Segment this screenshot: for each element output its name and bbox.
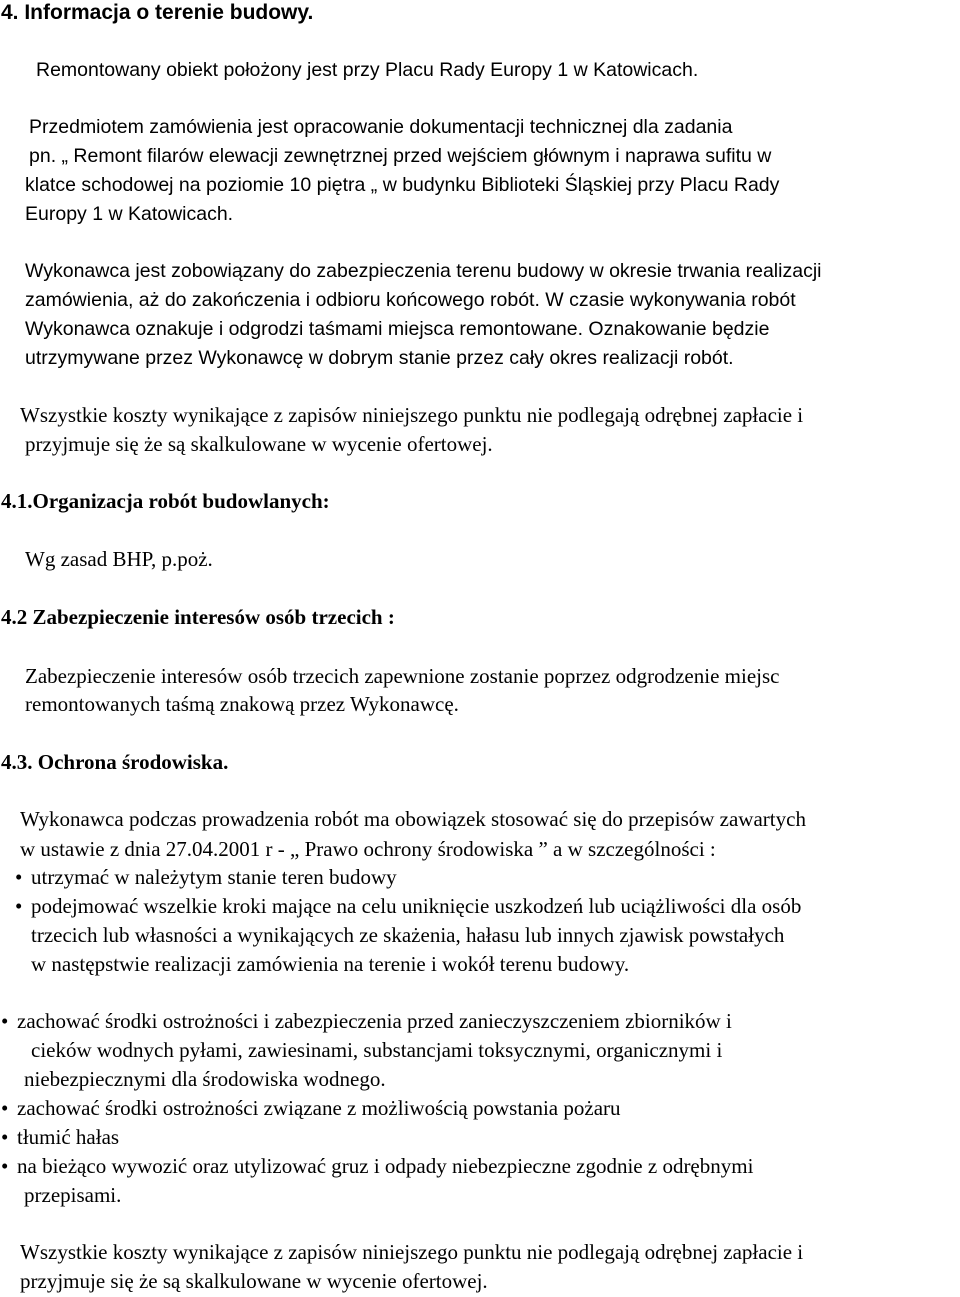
section-heading-4: 4. Informacja o terenie budowy.	[1, 1, 314, 24]
bullet-icon: •	[1, 1096, 9, 1120]
paragraph-environment-intro-line-1: Wykonawca podczas prowadzenia robót ma obowiązek stosować się do przepisów zawartych	[20, 807, 806, 831]
paragraph-subject-line-1: Przedmiotem zamówienia jest opracowanie dokumentacji technicznej dla zadania	[29, 116, 733, 138]
list-item: • tłumić hałas	[1, 1125, 120, 1149]
section-heading-4-3: 4.3. Ochrona środowiska.	[1, 750, 229, 774]
paragraph-third-parties-line-2: remontowanych taśmą znakową przez Wykonawcę.	[25, 692, 459, 716]
list-item: • podejmować wszelkie kroki mające na celu uniknięcie uszkodzeń lub uciążliwości dla osób	[15, 894, 802, 918]
paragraph-closing-costs-line-2: przyjmuje się że są skalkulowane w wycenie ofertowej.	[20, 1269, 488, 1293]
list-item-continuation: trzecich lub własności a wynikających ze skażenia, hałasu lub innych zjawisk powstałych	[31, 923, 785, 947]
paragraph-bhp: Wg zasad BHP, p.poż.	[25, 547, 213, 571]
list-item: • na bieżąco wywozić oraz utylizować gruz i odpady niebezpieczne zgodnie z odrębnymi	[1, 1154, 754, 1178]
list-item-continuation: cieków wodnych pyłami, zawiesinami, substancjami toksycznymi, organicznymi i	[31, 1038, 723, 1062]
paragraph-costs-line-2: przyjmuje się że są skalkulowane w wycenie ofertowej.	[25, 432, 493, 456]
list-item: • zachować środki ostrożności związane z możliwością powstania pożaru	[1, 1096, 621, 1120]
bullet-icon: •	[15, 894, 23, 918]
paragraph-subject-line-2: pn. „ Remont filarów elewacji zewnętrznej przed wejściem głównym i naprawa sufitu w	[29, 145, 772, 167]
paragraph-contractor-line-4: utrzymywane przez Wykonawcę w dobrym stanie przez cały okres realizacji robót.	[25, 347, 734, 369]
paragraph-costs-line-1: Wszystkie koszty wynikające z zapisów niniejszego punktu nie podlegają odrębnej zapłacie i	[20, 403, 804, 427]
paragraph-environment-intro-line-2: w ustawie z dnia 27.04.2001 r - „ Prawo ochrony środowiska ” a w szczególności :	[20, 837, 716, 861]
paragraph-subject-line-4: Europy 1 w Katowicach.	[25, 203, 234, 225]
list-item-continuation: niebezpiecznymi dla środowiska wodnego.	[24, 1067, 386, 1091]
bullet-icon: •	[1, 1009, 9, 1033]
bullet-icon: •	[15, 865, 23, 889]
section-heading-4-1: 4.1.Organizacja robót budowlanych:	[1, 489, 330, 513]
bullet-icon: •	[1, 1154, 9, 1178]
paragraph-location: Remontowany obiekt położony jest przy Placu Rady Europy 1 w Katowicach.	[36, 59, 699, 81]
list-item: • utrzymać w należytym stanie teren budowy	[15, 865, 397, 889]
bullet-icon: •	[1, 1125, 9, 1149]
section-heading-4-2: 4.2 Zabezpieczenie interesów osób trzecich :	[1, 605, 395, 629]
paragraph-contractor-line-2: zamówienia, aż do zakończenia i odbioru końcowego robót. W czasie wykonywania robót	[25, 289, 796, 311]
paragraph-closing-costs-line-1: Wszystkie koszty wynikające z zapisów niniejszego punktu nie podlegają odrębnej zapłacie i	[20, 1240, 804, 1264]
list-item-continuation: w następstwie realizacji zamówienia na terenie i wokół terenu budowy.	[31, 952, 630, 976]
paragraph-third-parties-line-1: Zabezpieczenie interesów osób trzecich zapewnione zostanie poprzez odgrodzenie miejsc	[25, 664, 780, 688]
paragraph-contractor-line-1: Wykonawca jest zobowiązany do zabezpieczenia terenu budowy w okresie trwania realizacji	[25, 260, 822, 282]
paragraph-subject-line-3: klatce schodowej na poziomie 10 piętra „ w budynku Biblioteki Śląskiej przy Placu Rady	[25, 174, 780, 196]
list-item: • zachować środki ostrożności i zabezpieczenia przed zanieczyszczeniem zbiorników i	[1, 1009, 732, 1033]
list-item-continuation: przepisami.	[24, 1183, 122, 1207]
paragraph-contractor-line-3: Wykonawca oznakuje i odgrodzi taśmami miejsca remontowane. Oznakowanie będzie	[25, 318, 770, 340]
